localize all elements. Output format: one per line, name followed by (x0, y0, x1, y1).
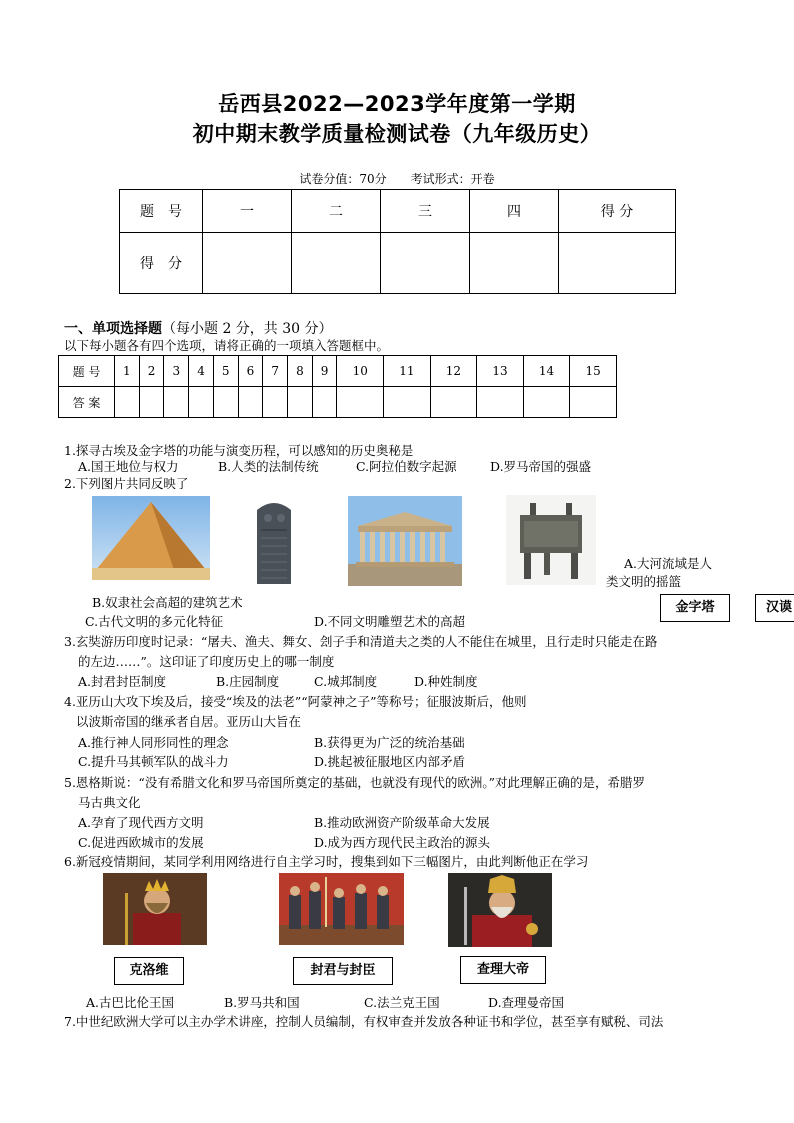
score-row-label: 得 分 (120, 233, 203, 294)
question-number-cell: 1 (115, 356, 140, 387)
q1-stem: 1.探寻古埃及金字塔的功能与演变历程，可以感知的历史奥秘是 (64, 443, 414, 458)
q3-option-b: B.庄园制度 (216, 674, 280, 689)
parthenon-image (348, 496, 462, 586)
answer-input-cell[interactable] (384, 387, 431, 418)
q2-option-d: D.不同文明雕塑艺术的高超 (314, 614, 466, 629)
question-number-cell: 7 (263, 356, 288, 387)
title-line-1: 岳西县2022—2023学年度第一学期 (218, 92, 576, 116)
q5-option-a: A.孕育了现代西方文明 (78, 815, 204, 830)
caption-clovis: 克洛维 (114, 957, 184, 985)
question-number-cell: 6 (238, 356, 263, 387)
answer-input-cell[interactable] (139, 387, 164, 418)
q3-option-d: D.种姓制度 (414, 674, 478, 689)
charlemagne-portrait-image (448, 873, 552, 947)
q6-option-b: B.罗马共和国 (224, 995, 300, 1010)
caption-lord-vassal: 封君与封臣 (293, 957, 393, 985)
q6-option-a: A.古巴比伦王国 (86, 995, 175, 1010)
question-number-cell: 2 (139, 356, 164, 387)
question-number-cell: 9 (312, 356, 337, 387)
q4-option-c: C.提升马其顿军队的战斗力 (78, 754, 229, 769)
answer-input-cell[interactable] (288, 387, 313, 418)
score-header-cell: 四 (470, 190, 559, 233)
score-table (119, 189, 676, 294)
q2-option-c: C.古代文明的多元化特征 (85, 614, 224, 629)
lord-vassal-image (279, 873, 404, 945)
question-number-cell: 5 (213, 356, 238, 387)
question-number-cell: 12 (430, 356, 477, 387)
answer-input-cell[interactable] (164, 387, 189, 418)
bronze-ding-image (506, 495, 596, 585)
question-number-cell: 3 (164, 356, 189, 387)
title-line-2: 初中期末教学质量检测试卷（九年级历史） (192, 122, 602, 146)
answer-input-cell[interactable] (115, 387, 140, 418)
question-number-cell: 10 (337, 356, 384, 387)
caption-charlemagne: 查理大帝 (460, 956, 546, 984)
section-heading-title: 一、单项选择题 (64, 321, 162, 337)
pyramid-image (92, 496, 210, 580)
answer-input-cell[interactable] (312, 387, 337, 418)
section-heading (64, 320, 333, 338)
q1-option-d: D.罗马帝国的强盛 (490, 459, 592, 474)
q5-option-b: B.推动欧洲资产阶级革命大发展 (314, 815, 490, 830)
answer-input-cell[interactable] (189, 387, 214, 418)
q4-stem-line2: 以波斯帝国的继承者自居。亚历山大旨在 (76, 714, 302, 729)
score-input-cell[interactable] (203, 233, 292, 294)
question-number-cell: 13 (477, 356, 524, 387)
answer-input-cell[interactable] (430, 387, 477, 418)
answer-input-cell[interactable] (337, 387, 384, 418)
answer-label: 答 案 (59, 387, 115, 418)
score-input-cell[interactable] (470, 233, 559, 294)
answer-table (58, 355, 617, 418)
clovis-portrait-image (103, 873, 207, 945)
caption-hammurabi: 汉谟 (755, 594, 794, 622)
q2-option-a-line1: A.大河流域是人 (624, 556, 713, 571)
section-instruction: 以下每小题各有四个选项，请将正确的一项填入答题框中。 (64, 338, 390, 353)
answer-input-cell[interactable] (238, 387, 263, 418)
answer-input-cell[interactable] (213, 387, 238, 418)
q4-option-a: A.推行神人同形同性的理念 (78, 735, 229, 750)
q1-option-b: B.人类的法制传统 (218, 459, 319, 474)
answer-input-cell[interactable] (263, 387, 288, 418)
question-number-cell: 11 (384, 356, 431, 387)
hammurabi-stele-image (251, 496, 297, 586)
question-number-cell: 8 (288, 356, 313, 387)
q1-option-a: A.国王地位与权力 (78, 459, 179, 474)
q5-stem-line1: 5.恩格斯说：“没有希腊文化和罗马帝国所奠定的基础，也就没有现代的欧洲。”对此理解正确的是，希腊罗 (64, 775, 645, 790)
q3-stem-line2: 的左边……”。这印证了印度历史上的哪一制度 (78, 654, 335, 669)
answer-input-cell[interactable] (523, 387, 570, 418)
score-input-cell[interactable] (381, 233, 470, 294)
q4-option-b: B.获得更为广泛的统治基础 (314, 735, 465, 750)
q5-option-d: D.成为西方现代民主政治的源头 (314, 835, 491, 850)
score-header-cell: 二 (292, 190, 381, 233)
caption-pyramid: 金字塔 (660, 594, 730, 622)
q4-stem-line1: 4.亚历山大攻下埃及后，接受“埃及的法老”“阿蒙神之子”等称号；征服波斯后，他则 (64, 694, 527, 709)
q1-option-c: C.阿拉伯数字起源 (356, 459, 457, 474)
q2-stem: 2.下列图片共同反映了 (64, 476, 189, 491)
question-number-cell: 4 (189, 356, 214, 387)
q7-stem-line1: 7.中世纪欧洲大学可以主办学术讲座，控制人员编制，有权审查并发放各种证书和学位，甚至享有赋税、司法 (64, 1014, 664, 1029)
score-header-cell: 得 分 (559, 190, 676, 233)
exam-meta: 试卷分值：70分 考试形式：开卷 (299, 172, 495, 186)
score-header-cell: 一 (203, 190, 292, 233)
question-number-cell: 15 (570, 356, 617, 387)
score-input-cell[interactable] (292, 233, 381, 294)
q5-stem-line2: 马古典文化 (78, 795, 141, 810)
score-header-cell: 三 (381, 190, 470, 233)
q5-option-c: C.促进西欧城市的发展 (78, 835, 204, 850)
section-heading-note: （每小题 2 分，共 30 分） (162, 321, 333, 337)
score-input-cell[interactable] (559, 233, 676, 294)
q2-option-b: B.奴隶社会高超的建筑艺术 (92, 595, 243, 610)
q2-option-a-line2: 类文明的摇篮 (606, 574, 682, 589)
q6-option-c: C.法兰克王国 (364, 995, 440, 1010)
q4-option-d: D.挑起被征服地区内部矛盾 (314, 754, 466, 769)
q3-stem-line1: 3.玄奘游历印度时记录：“屠夫、渔夫、舞女、刽子手和清道夫之类的人不能住在城里，且行走时只能走在路 (64, 634, 658, 649)
q3-option-a: A.封君封臣制度 (78, 674, 167, 689)
score-header-cell: 题 号 (120, 190, 203, 233)
question-number-cell: 14 (523, 356, 570, 387)
q6-stem: 6.新冠疫情期间，某同学利用网络进行自主学习时，搜集到如下三幅图片，由此判断他正在学习 (64, 854, 589, 869)
q3-option-c: C.城邦制度 (314, 674, 378, 689)
q6-option-d: D.查理曼帝国 (488, 995, 565, 1010)
answer-input-cell[interactable] (477, 387, 524, 418)
answer-input-cell[interactable] (570, 387, 617, 418)
answer-row-label: 题 号 (59, 356, 115, 387)
